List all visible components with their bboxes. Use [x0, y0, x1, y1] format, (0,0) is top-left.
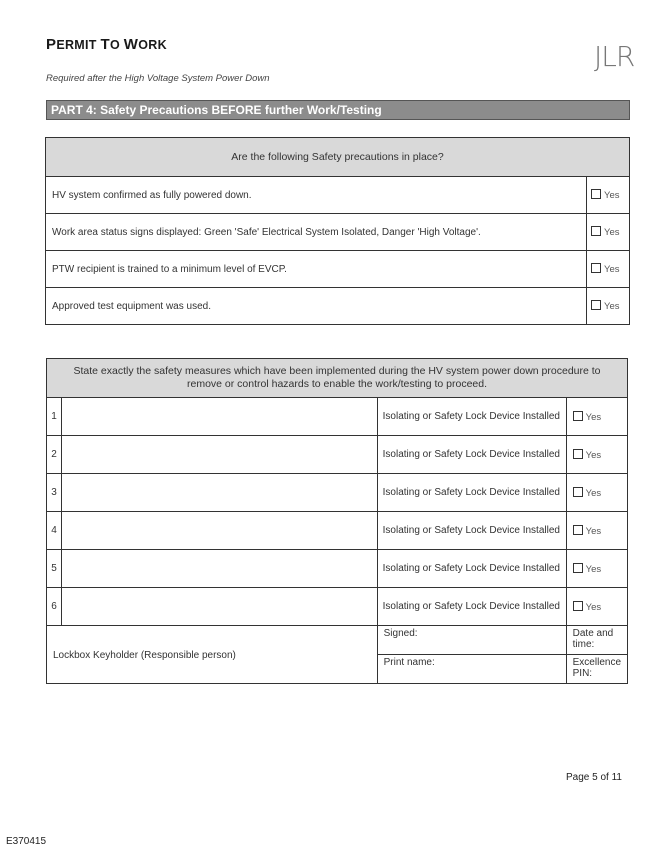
precaution-text: PTW recipient is trained to a minimum level of EVCP. — [46, 251, 587, 288]
measure-input[interactable] — [62, 436, 378, 474]
measure-number: 6 — [47, 588, 62, 626]
table-row — [46, 214, 630, 251]
measure-number: 3 — [47, 474, 62, 512]
measure-number: 4 — [47, 512, 62, 550]
measure-input[interactable] — [62, 550, 378, 588]
yes-checkbox[interactable]: Yes — [587, 251, 630, 288]
checkbox-icon[interactable] — [591, 263, 601, 273]
excellence-pin-field[interactable]: Excellence PIN: — [566, 655, 627, 684]
device-label: Isolating or Safety Lock Device Installed — [377, 588, 566, 626]
page-number: Page 5 of 11 — [566, 772, 622, 783]
jlr-logo: JLR — [594, 40, 635, 73]
device-label: Isolating or Safety Lock Device Installed — [377, 474, 566, 512]
document-subtitle: Required after the High Voltage System Power Down — [46, 73, 270, 84]
device-label: Isolating or Safety Lock Device Installed — [377, 550, 566, 588]
yes-checkbox[interactable]: Yes — [566, 588, 627, 626]
table-row — [46, 177, 630, 214]
device-label: Isolating or Safety Lock Device Installed — [377, 436, 566, 474]
document-title: PERMIT TO WORK — [46, 36, 167, 53]
measure-input[interactable] — [62, 474, 378, 512]
yes-checkbox[interactable]: Yes — [566, 550, 627, 588]
precaution-text: Approved test equipment was used. — [46, 288, 587, 325]
yes-checkbox[interactable]: Yes — [587, 214, 630, 251]
device-label: Isolating or Safety Lock Device Installed — [377, 512, 566, 550]
signed-field[interactable]: Signed: — [377, 626, 566, 655]
table-row — [46, 288, 630, 325]
table-row — [47, 512, 628, 550]
checkbox-icon[interactable] — [573, 449, 583, 459]
table-row — [46, 251, 630, 288]
measure-input[interactable] — [62, 398, 378, 436]
yes-checkbox[interactable]: Yes — [587, 288, 630, 325]
measures-instruction: State exactly the safety measures which have been implemented during the HV system power down procedure to remove or control hazards to enable the work/testing to proceed. — [47, 359, 628, 398]
table-row — [47, 588, 628, 626]
precautions-question: Are the following Safety precautions in place? — [46, 138, 630, 177]
yes-checkbox[interactable]: Yes — [566, 436, 627, 474]
measure-input[interactable] — [62, 512, 378, 550]
table-row — [47, 626, 628, 655]
precaution-text: Work area status signs displayed: Green 'Safe' Electrical System Isolated, Danger 'High Voltage'. — [46, 214, 587, 251]
table-row — [47, 398, 628, 436]
checkbox-icon[interactable] — [573, 601, 583, 611]
checkbox-icon[interactable] — [591, 300, 601, 310]
precaution-text: HV system confirmed as fully powered down. — [46, 177, 587, 214]
precautions-table — [45, 137, 630, 325]
checkbox-icon[interactable] — [573, 411, 583, 421]
yes-checkbox[interactable]: Yes — [587, 177, 630, 214]
checkbox-icon[interactable] — [591, 226, 601, 236]
table-row — [47, 550, 628, 588]
measure-number: 5 — [47, 550, 62, 588]
yes-checkbox[interactable]: Yes — [566, 398, 627, 436]
yes-checkbox[interactable]: Yes — [566, 512, 627, 550]
checkbox-icon[interactable] — [573, 563, 583, 573]
table-row — [47, 474, 628, 512]
print-name-field[interactable]: Print name: — [377, 655, 566, 684]
measure-number: 1 — [47, 398, 62, 436]
measure-input[interactable] — [62, 588, 378, 626]
table-row — [47, 436, 628, 474]
part-4-heading: PART 4: Safety Precautions BEFORE further Work/Testing — [46, 100, 630, 120]
safety-measures-table — [46, 358, 628, 684]
keyholder-label: Lockbox Keyholder (Responsible person) — [47, 626, 378, 684]
device-label: Isolating or Safety Lock Device Installed — [377, 398, 566, 436]
document-code: E370415 — [6, 836, 47, 847]
checkbox-icon[interactable] — [573, 487, 583, 497]
checkbox-icon[interactable] — [591, 189, 601, 199]
yes-checkbox[interactable]: Yes — [566, 474, 627, 512]
date-time-field[interactable]: Date and time: — [566, 626, 627, 655]
measure-number: 2 — [47, 436, 62, 474]
checkbox-icon[interactable] — [573, 525, 583, 535]
